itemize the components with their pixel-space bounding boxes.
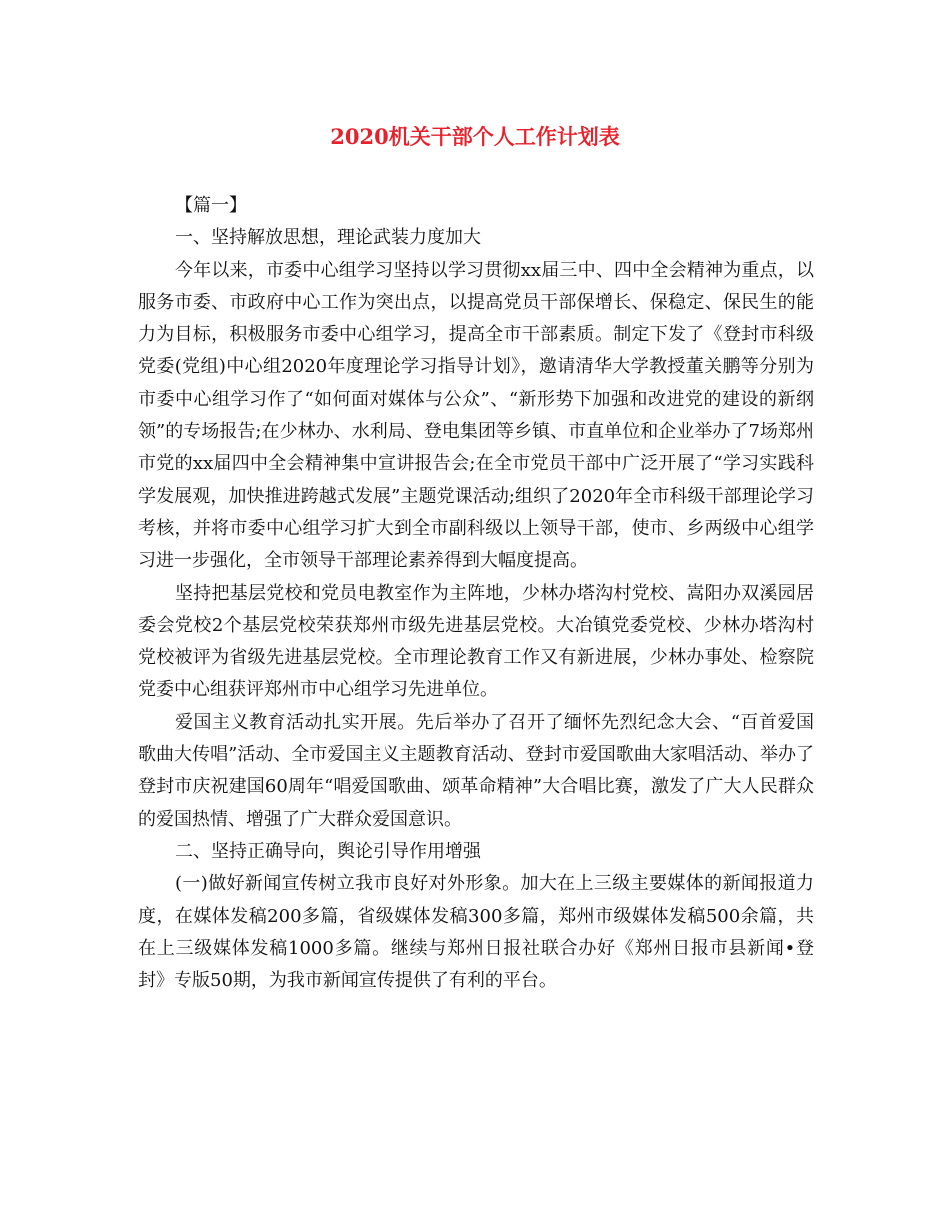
body-paragraph-3: 爱国主义教育活动扎实开展。先后举办了召开了缅怀先烈纪念大会、“百首爱国歌曲大传唱”活动、全市爱国主义主题教育活动、登封市爱国歌曲大家唱活动、举办了登封市庆祝建国60周年“唱爱国歌曲、颂革命精神”大合唱比赛，激发了广大人民群众的爱国热情、增强了广大群众爱国意识。 — [138, 711, 814, 830]
document-body — [138, 190, 814, 997]
document-title: 2020机关干部个人工作计划表 — [330, 124, 620, 149]
body-paragraph-2: 坚持把基层党校和党员电教室作为主阵地，少林办塔沟村党校、嵩阳办双溪园居委会党校2个基层党校荣获郑州市级先进基层党校。大冶镇党委党校、少林办塔沟村党校被评为省级先进基层党校。全市理论教育工作又有新进展，少林办事处、检察院党委中心组获评郑州市中心组学习先进单位。 — [138, 582, 814, 701]
section-heading-1: 一、坚持解放思想，理论武装力度加大 — [175, 227, 481, 249]
section-heading-2: 二、坚持正确导向，舆论引导作用增强 — [175, 840, 481, 862]
body-paragraph-4: (一)做好新闻宣传树立我市良好对外形象。加大在上三级主要媒体的新闻报道力度，在媒体发稿200多篇，省级媒体发稿300多篇，郑州市级媒体发稿500余篇，共在上三级媒体发稿1000多篇。继续与郑州日报社联合办好《郑州日报市县新闻•登封》专版50期，为我市新闻宣传提供了有利的平台。 — [138, 873, 814, 992]
section-label: 【篇一】 — [175, 195, 247, 216]
body-paragraph-1: 今年以来，市委中心组学习坚持以学习贯彻xx届三中、四中全会精神为重点，以服务市委、市政府中心工作为突出点，以提高党员干部保增长、保稳定、保民生的能力为目标，积极服务市委中心组学习，提高全市干部素质。制定下发了《登封市科级党委(党组)中心组2020年度理论学习指导计划》，邀请清华大学教授董关鹏等分别为市委中心组学习作了“如何面对媒体与公众”、“新形势下加强和改进党的建设的新纲领”的专场报告;在少林办、水利局、登电集团等乡镇、市直单位和企业举办了7场郑州市党的xx届四中全会精神集中宣讲报告会;在全市党员干部中广泛开展了“学习实践科学发展观，加快推进跨越式发展”主题党课活动;组织了2020年全市科级干部理论学习考核，并将市委中心组学习扩大到全市副科级以上领导干部，使市、乡两级中心组学习进一步强化，全市领导干部理论素养得到大幅度提高。 — [138, 259, 814, 572]
